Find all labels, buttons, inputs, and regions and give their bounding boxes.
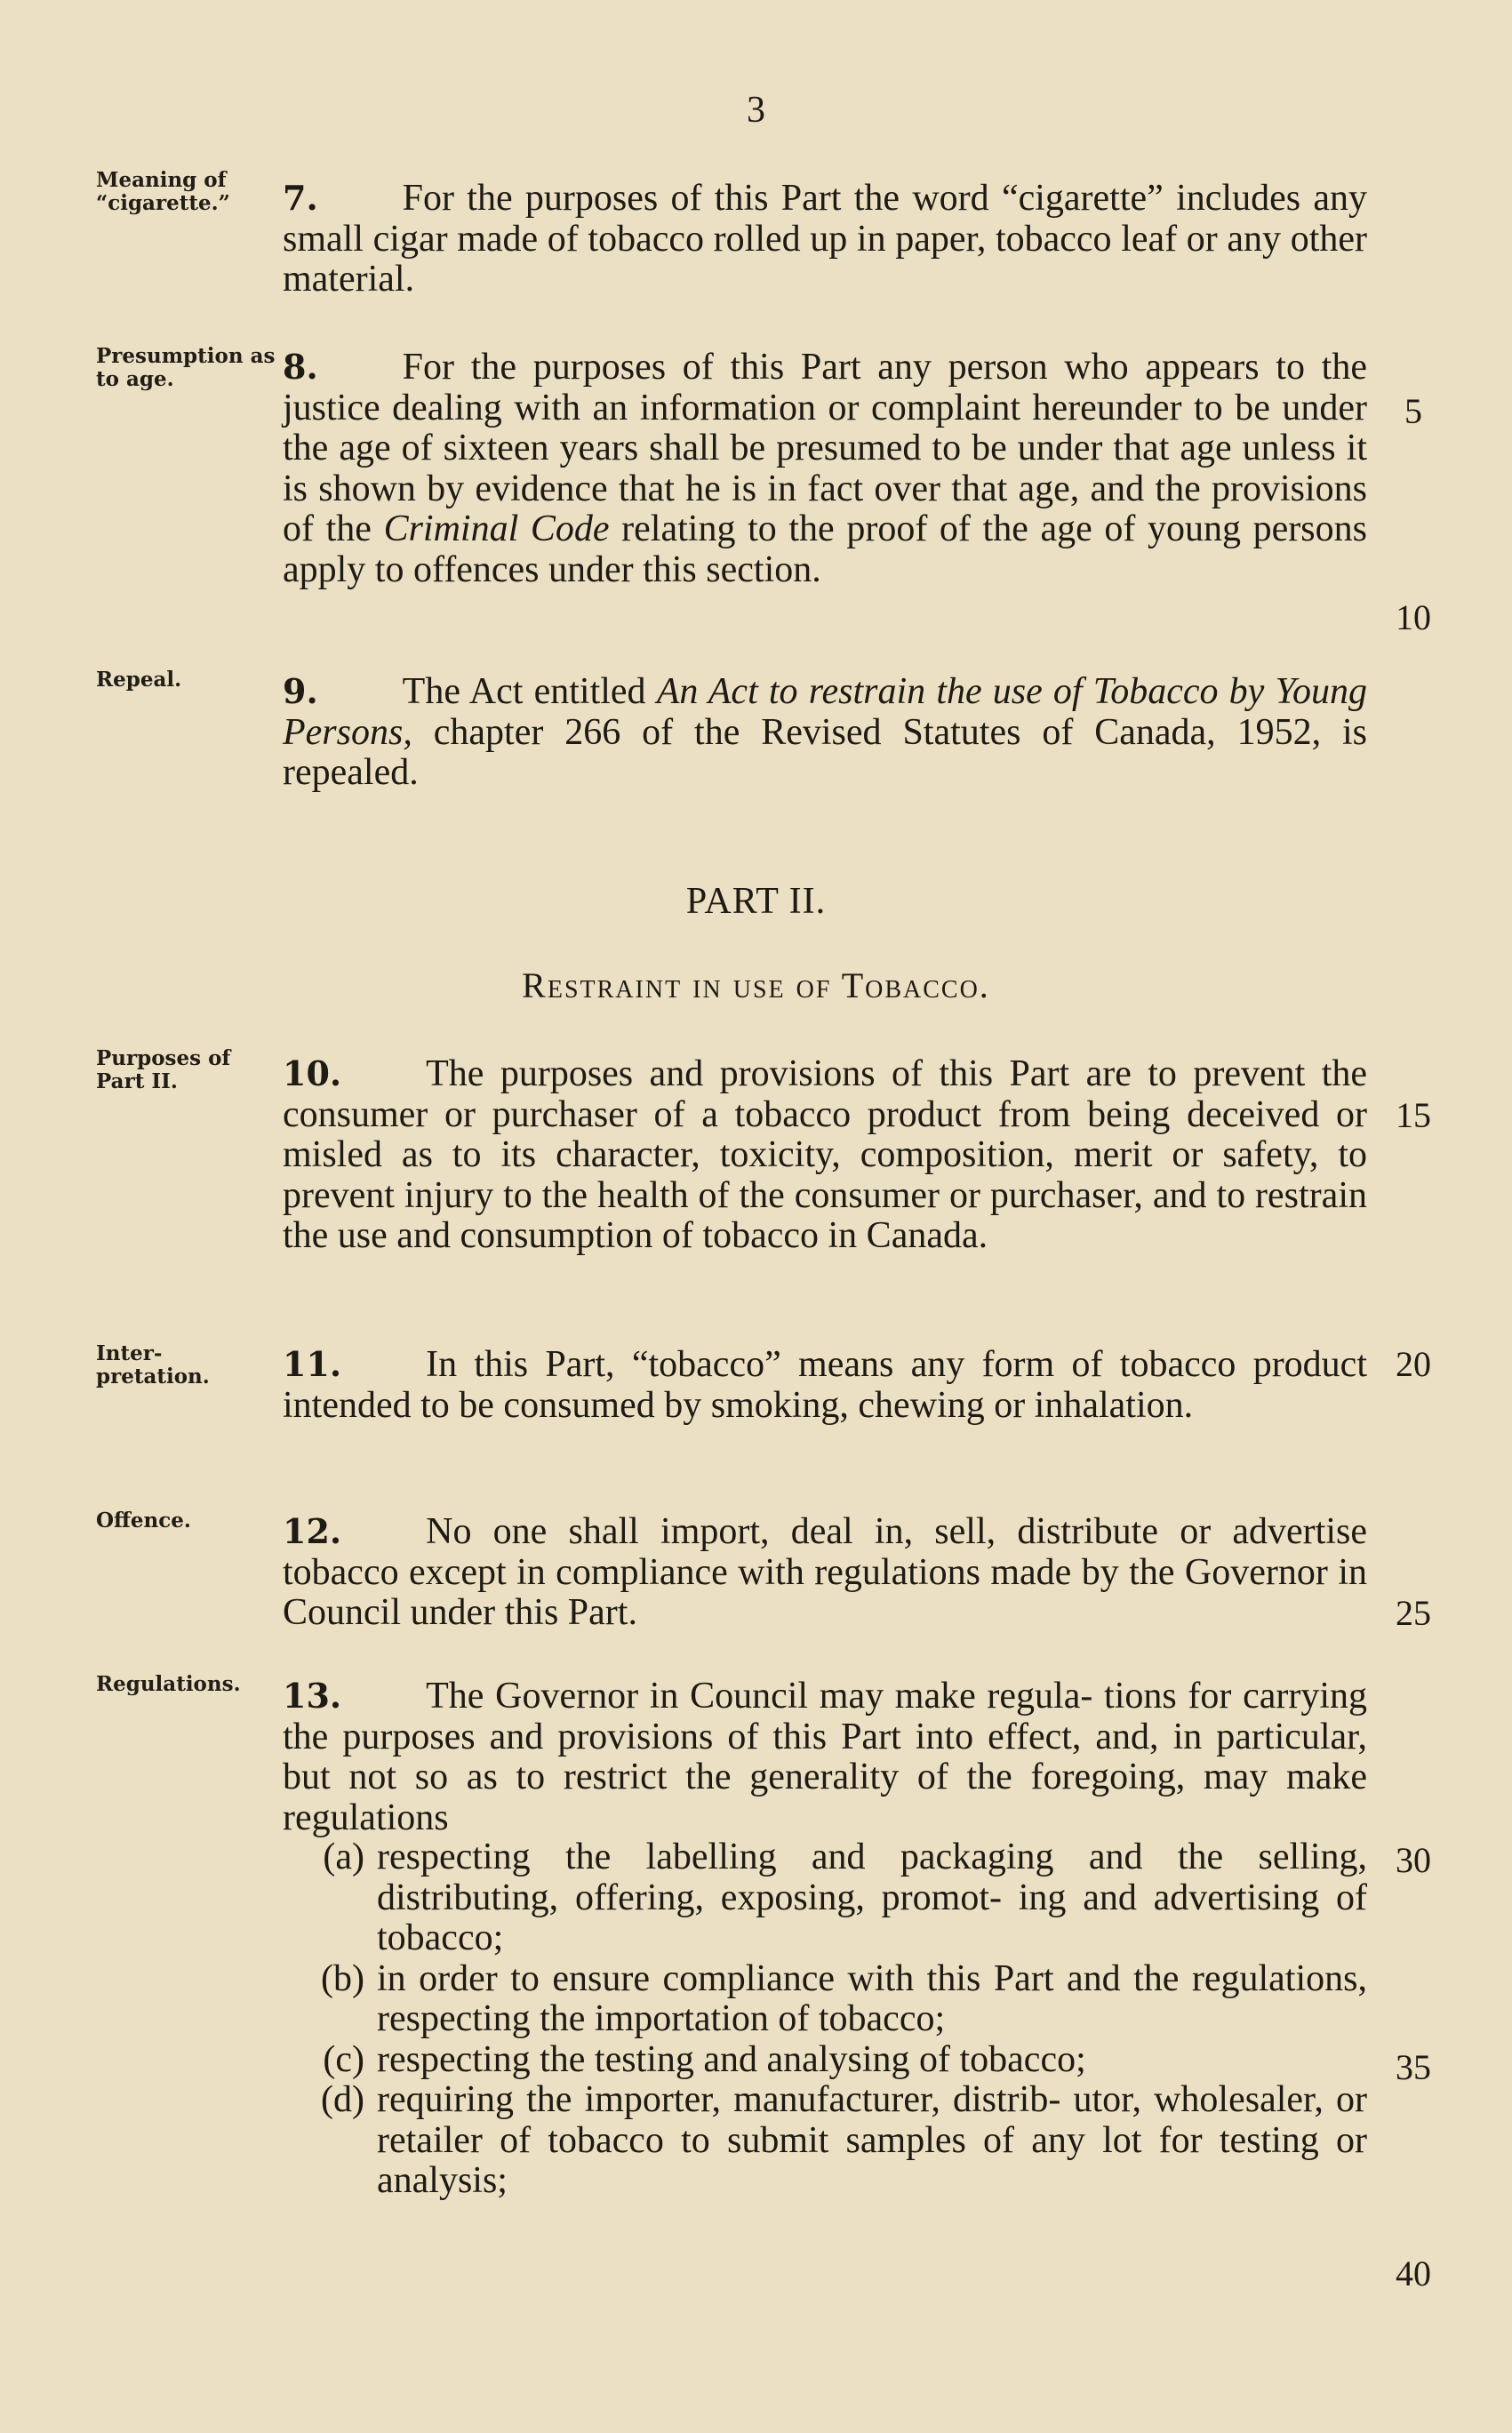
section-9 [283, 671, 1367, 794]
item-text: requiring the importer, manufacturer, distrib- utor, wholesaler, or retailer of tobacco to submit samples of any lot for testing or analysis; [377, 2079, 1367, 2201]
item-text: respecting the testing and analysing of tobacco; [377, 2038, 1086, 2080]
list-item [283, 2080, 1367, 2202]
section-text: In this Part, “tobacco” means any form of tobacco product intended to be consumed by smoking, chewing or inhalation. [283, 1344, 1367, 1426]
section-number: 9. [283, 671, 318, 711]
part-subheading: Restraint in use of Tobacco. [522, 965, 990, 1005]
sidenote-repeal: Repeal. [96, 668, 182, 692]
page-number: 3 [747, 90, 765, 131]
sidenote-interpretation: Inter- pretation. [96, 1341, 210, 1389]
section-text: relating to the proof of the age of young persons apply to offences under this section. [283, 508, 1367, 590]
section-text: For the purposes of this Part the word “cigarette” includes any small cigar made of tobacco rolled up in paper, tobacco leaf or any other material. [283, 178, 1367, 300]
section-text: The Act entitled [402, 671, 657, 712]
section-text: For the purposes of this Part any person who appears to the justice dealing with an information or complaint hereunder to be under the age of sixteen years shall be presumed to be under that age unless it is shown by evidence that he is in fact over that age, and the provisions of the [283, 347, 1367, 549]
line-number-35: 35 [1396, 2047, 1431, 2087]
section-8 [283, 347, 1367, 590]
section-number: 12. [283, 1511, 342, 1551]
section-number: 7. [283, 178, 318, 218]
italic-title: An Act to restrain the use of Tobacco by Young Persons, [283, 671, 1367, 753]
line-number-15: 15 [1396, 1095, 1431, 1135]
line-number-5: 5 [1404, 391, 1422, 431]
item-mark: (a) [323, 1837, 364, 1877]
item-mark: (c) [323, 2038, 364, 2080]
section-11 [283, 1344, 1367, 1426]
section-7 [283, 178, 1367, 300]
list-item [283, 1837, 1367, 1959]
sidenote-purposes-of-part-ii: Purposes of Part II. [96, 1046, 231, 1093]
section-number: 10. [283, 1053, 342, 1093]
section-text: The Governor in Council may make regula- tions for carrying the purposes and provisions of this Part into effect, and, in particular, but not so as to restrict the generality of the foregoing, may make regulations [283, 1676, 1367, 1838]
section-text: The purposes and provisions of this Part are to prevent the consumer or purchaser of a tobacco product from being deceived or misled as to its character, toxicity, composition, merit or safety, to prevent injury to the health of the consumer or purchaser, and to restrain the use and consumption of tobacco in Canada. [283, 1053, 1367, 1256]
item-mark: (d) [321, 2079, 364, 2120]
line-number-30: 30 [1396, 1840, 1431, 1880]
line-number-20: 20 [1396, 1344, 1431, 1384]
section-10 [283, 1053, 1367, 1257]
section-number: 11. [283, 1344, 342, 1384]
regulation-items [283, 1837, 1367, 2202]
part-heading: PART II. [685, 881, 827, 922]
sidenote-presumption-as-to-age: Presumption as to age. [96, 344, 276, 391]
item-text: respecting the labelling and packaging and the selling, distributing, offering, exposing, promot- ing and advertising of tobacco; [377, 1837, 1367, 1958]
list-item [283, 2040, 1367, 2081]
section-12 [283, 1511, 1367, 1634]
section-text: No one shall import, deal in, sell, distribute or advertise tobacco except in compliance with regulations made by the Governor in Council under this Part. [283, 1511, 1367, 1633]
line-number-10: 10 [1396, 597, 1431, 637]
item-mark: (b) [321, 1957, 364, 1999]
italic-title: Criminal Code [383, 508, 610, 549]
section-number: 8. [283, 347, 318, 387]
sidenote-regulations: Regulations. [96, 1672, 241, 1696]
item-text: in order to ensure compliance with this Part and the regulations, respecting the importation of tobacco; [377, 1957, 1367, 2039]
section-text: chapter 266 of the Revised Statutes of Canada, 1952, is repealed. [283, 711, 1367, 793]
list-item [283, 1959, 1367, 2040]
line-number-40: 40 [1396, 2253, 1431, 2293]
section-13 [283, 1676, 1367, 1838]
sidenote-offence: Offence. [96, 1509, 191, 1533]
sidenote-meaning-of-cigarette: Meaning of “cigarette.” [96, 168, 230, 215]
line-number-25: 25 [1396, 1593, 1431, 1633]
section-number: 13. [283, 1676, 342, 1716]
